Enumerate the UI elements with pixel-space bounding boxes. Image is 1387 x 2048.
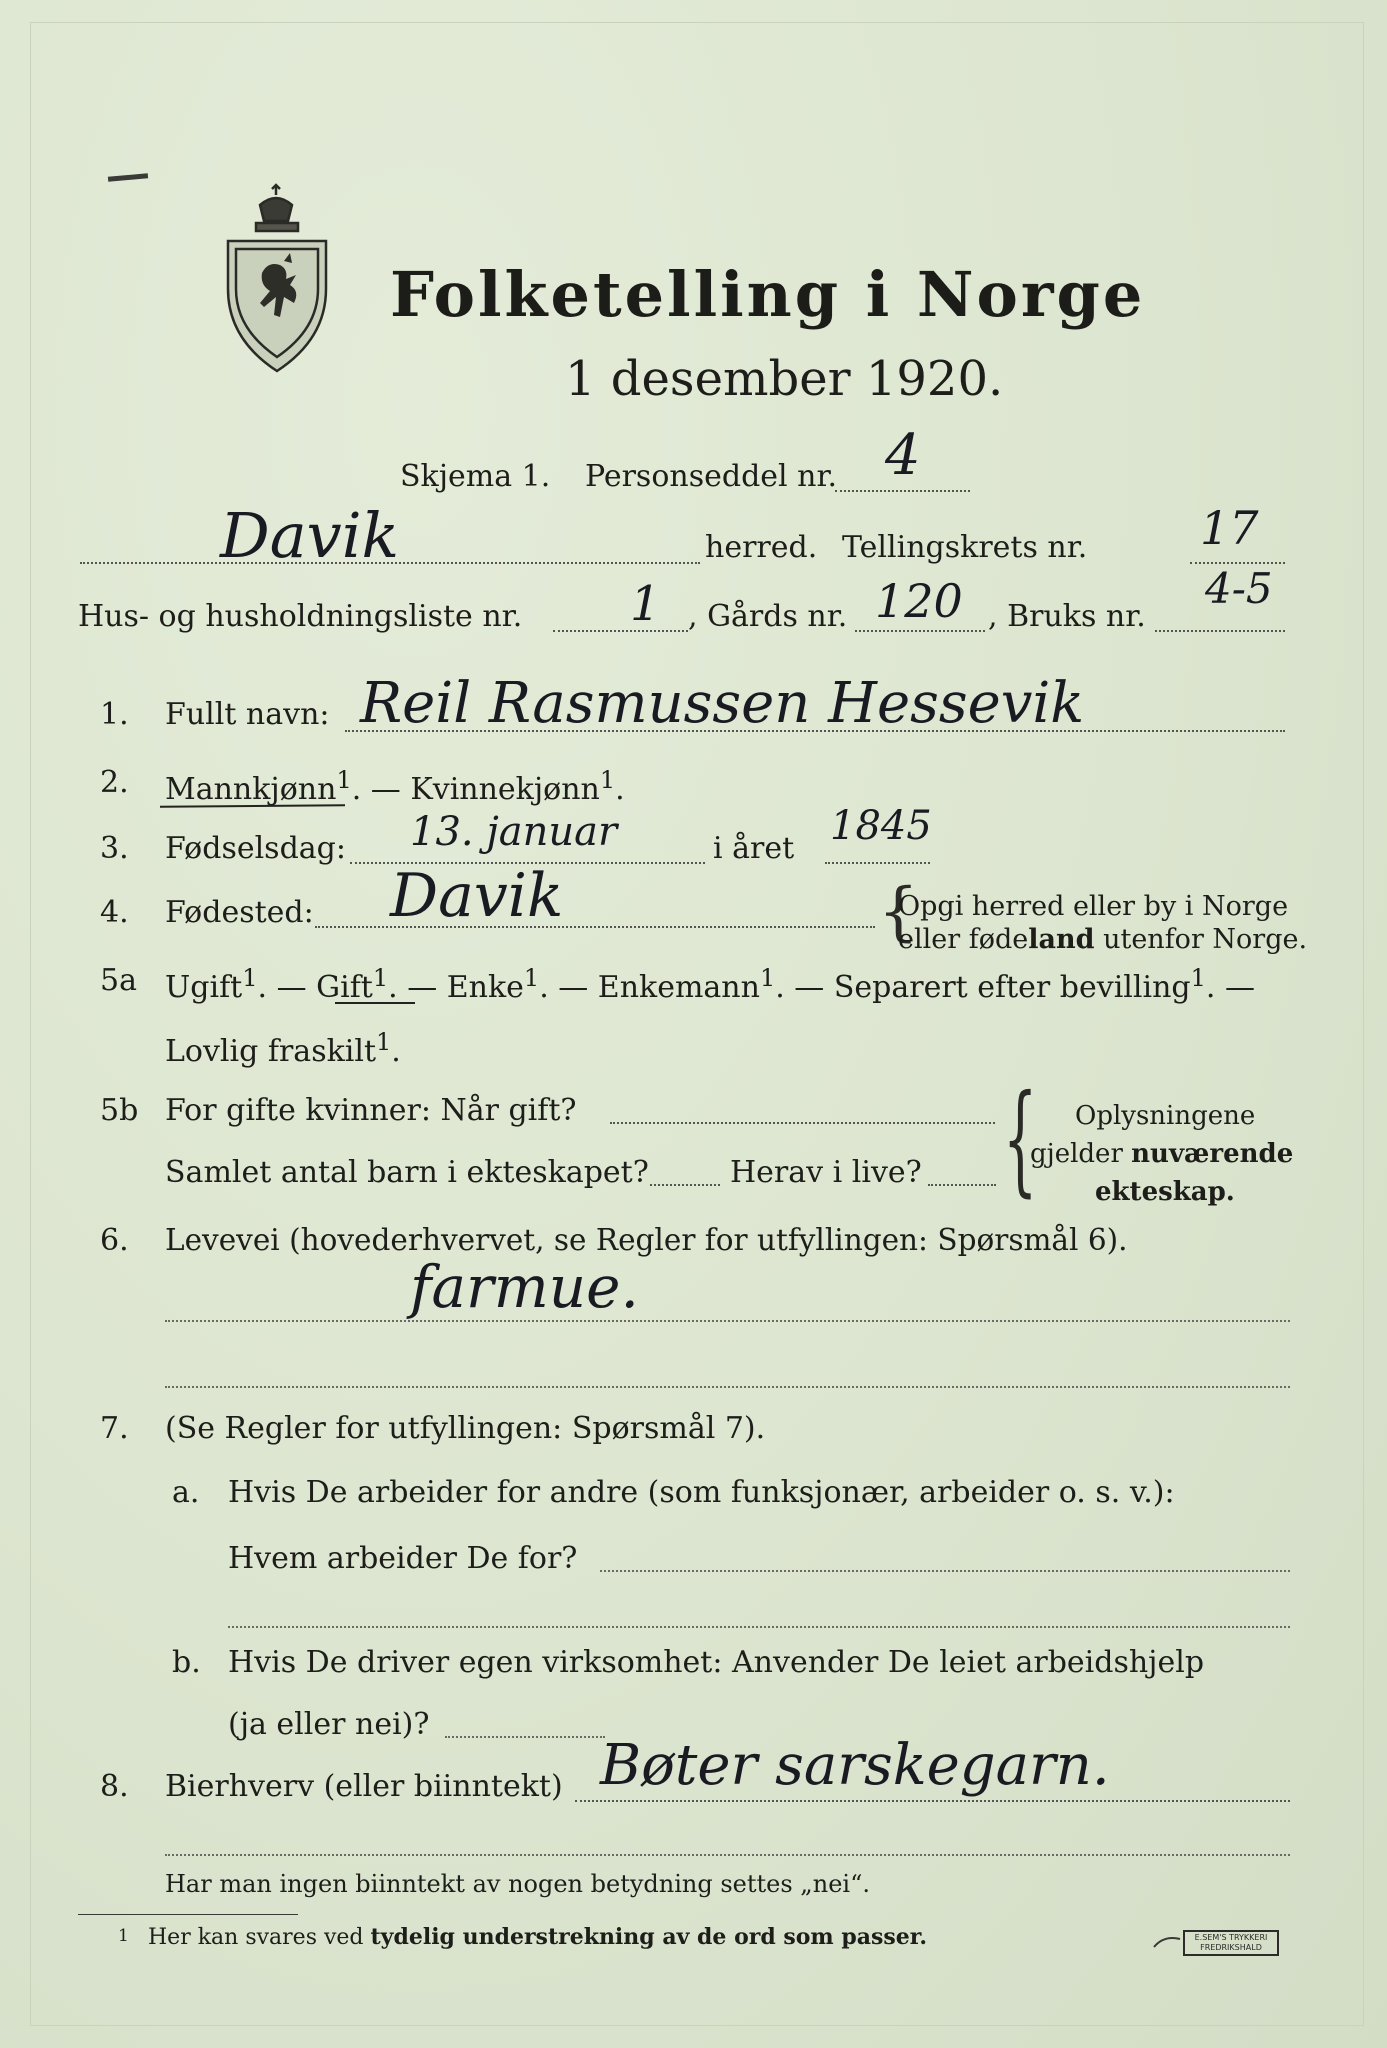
- q6-occupation-value: farmue.: [410, 1253, 639, 1321]
- husliste-value: 1: [630, 576, 661, 632]
- q1-label: Fullt navn:: [165, 697, 330, 732]
- q5a-number: 5a: [100, 963, 137, 998]
- q5b-number: 5b: [100, 1093, 139, 1128]
- gards-value: 120: [875, 574, 963, 628]
- q5b-married-when-label: For gifte kvinner: Når gift?: [165, 1093, 577, 1128]
- q7-label: (Se Regler for utfyllingen: Spørsmål 7).: [165, 1411, 766, 1446]
- q8-note: Har man ingen biinntekt av nogen betydning settes „nei“.: [165, 1870, 870, 1898]
- q8-sideline-value: Bøter sarskegarn.: [600, 1733, 1110, 1798]
- q5a-fraskilt: Lovlig fraskilt$^1$.: [165, 1028, 401, 1069]
- norwegian-coat-of-arms-icon: [222, 183, 332, 383]
- q5b-note-line3: ekteskap.: [1095, 1177, 1235, 1207]
- husliste-field-line: [553, 630, 688, 632]
- q7a-number: a.: [172, 1475, 200, 1510]
- q6-field-line-2: [165, 1386, 1290, 1388]
- q3-year-field-line: [825, 862, 930, 864]
- q3-number: 3.: [100, 831, 129, 866]
- q7b-field-line: [445, 1736, 605, 1738]
- bruks-field-line: [1155, 630, 1285, 632]
- q7-number: 7.: [100, 1411, 129, 1446]
- gards-field-line: [855, 630, 985, 632]
- q5b-children-label: Samlet antal barn i ekteskapet?: [165, 1155, 649, 1190]
- personseddel-field-line: [835, 490, 970, 492]
- q2-number: 2.: [100, 765, 129, 800]
- q4-birthplace-value: Davik: [390, 861, 564, 931]
- q7a-text: Hvis De arbeider for andre (som funksjonær, arbeider o. s. v.):: [228, 1475, 1175, 1510]
- q5a-enke: Enke: [446, 970, 524, 1005]
- bruks-label: , Bruks nr.: [988, 599, 1146, 634]
- q4-note-line1: Opgi herred eller by i Norge: [898, 891, 1289, 922]
- q5b-children-field-line: [650, 1184, 720, 1186]
- q5b-alive-field-line: [928, 1184, 996, 1186]
- q2-options: Mannkjønn$^1$. — Kvinnekjønn$^1$.: [165, 766, 625, 807]
- q4-note-brace: {: [878, 875, 919, 949]
- q5b-note-line1: Oplysningene: [1075, 1101, 1256, 1131]
- printer-stamp: E.SEM'S TRYKKERI FREDRIKSHALD: [1183, 1930, 1279, 1956]
- q1-fullname-value: Reil Rasmussen Hessevik: [360, 671, 1085, 736]
- herred-label: herred.: [705, 530, 818, 565]
- q4-number: 4.: [100, 895, 129, 930]
- q5a-ugift: Ugift: [165, 970, 243, 1005]
- footnote-text: Her kan svares ved tydelig understrekning av de ord som passer.: [148, 1924, 928, 1950]
- tellingskrets-value: 17: [1200, 501, 1259, 555]
- q5a-gift: Gift: [316, 970, 373, 1005]
- q6-field-line-1: [165, 1320, 1290, 1322]
- footnote-divider: [78, 1914, 298, 1915]
- personseddel-value: 4: [885, 423, 921, 488]
- herred-value: Davik: [220, 499, 400, 572]
- q7b-text: Hvis De driver egen virksomhet: Anvender De leiet arbeidshjelp: [228, 1645, 1205, 1680]
- q7b-number: b.: [172, 1645, 201, 1680]
- form-title: Folketelling i Norge: [390, 258, 1146, 331]
- q7a-question: Hvem arbeider De for?: [228, 1541, 578, 1576]
- q8-label: Bierhverv (eller biinntekt): [165, 1769, 563, 1804]
- skjema-label: Skjema 1.: [400, 459, 551, 494]
- personseddel-label: Personseddel nr.: [585, 459, 838, 494]
- q5b-note-brace: {: [1003, 1070, 1038, 1209]
- q5a-options: Ugift$^1$. — Gift$^1$. — Enke$^1$. — Enkemann$^1$. — Separert efter bevilling$^1$. —: [165, 964, 1255, 1005]
- q8-field-line-2: [165, 1854, 1290, 1856]
- q5b-note-line2: gjelder nuværende: [1030, 1139, 1294, 1169]
- q8-number: 8.: [100, 1769, 129, 1804]
- husliste-label: Hus- og husholdningsliste nr.: [78, 599, 523, 634]
- q7a-field-line-1: [600, 1570, 1290, 1572]
- q3-year-value: 1845: [830, 803, 932, 849]
- q4-label: Fødested:: [165, 895, 314, 930]
- q5b-married-when-field-line: [610, 1122, 995, 1124]
- q6-label: Levevei (hovederhvervet, se Regler for utfyllingen: Spørsmål 6).: [165, 1223, 1128, 1257]
- q5a-enkemann: Enkemann: [597, 970, 760, 1005]
- tellingskrets-label: Tellingskrets nr.: [842, 530, 1088, 565]
- q3-year-label: i året: [713, 831, 795, 866]
- q4-note-line2: eller fødeland utenfor Norge.: [898, 924, 1308, 955]
- q3-birthday-value: 13. januar: [410, 809, 618, 855]
- q6-number: 6.: [100, 1223, 129, 1258]
- gards-label: , Gårds nr.: [688, 599, 848, 634]
- q2-mannkjonn: Mannkjønn: [165, 772, 337, 807]
- q5a-separert: Separert efter bevilling: [833, 970, 1191, 1005]
- q7a-field-line-2: [228, 1626, 1290, 1628]
- footnote-number: 1: [118, 1926, 129, 1946]
- q7b-question: (ja eller nei)?: [228, 1707, 430, 1742]
- q5a-gift-underline: [335, 1002, 415, 1004]
- q1-number: 1.: [100, 697, 129, 732]
- bruks-value: 4-5: [1205, 564, 1273, 613]
- q3-label: Fødselsdag:: [165, 831, 346, 866]
- pencil-stroke-mark: [1152, 1935, 1182, 1949]
- census-date: 1 desember 1920.: [565, 351, 1004, 407]
- q2-kvinnekjonn: Kvinnekjønn: [410, 772, 600, 807]
- q5b-alive-label: Herav i live?: [730, 1155, 922, 1190]
- q8-field-line-1: [575, 1800, 1290, 1802]
